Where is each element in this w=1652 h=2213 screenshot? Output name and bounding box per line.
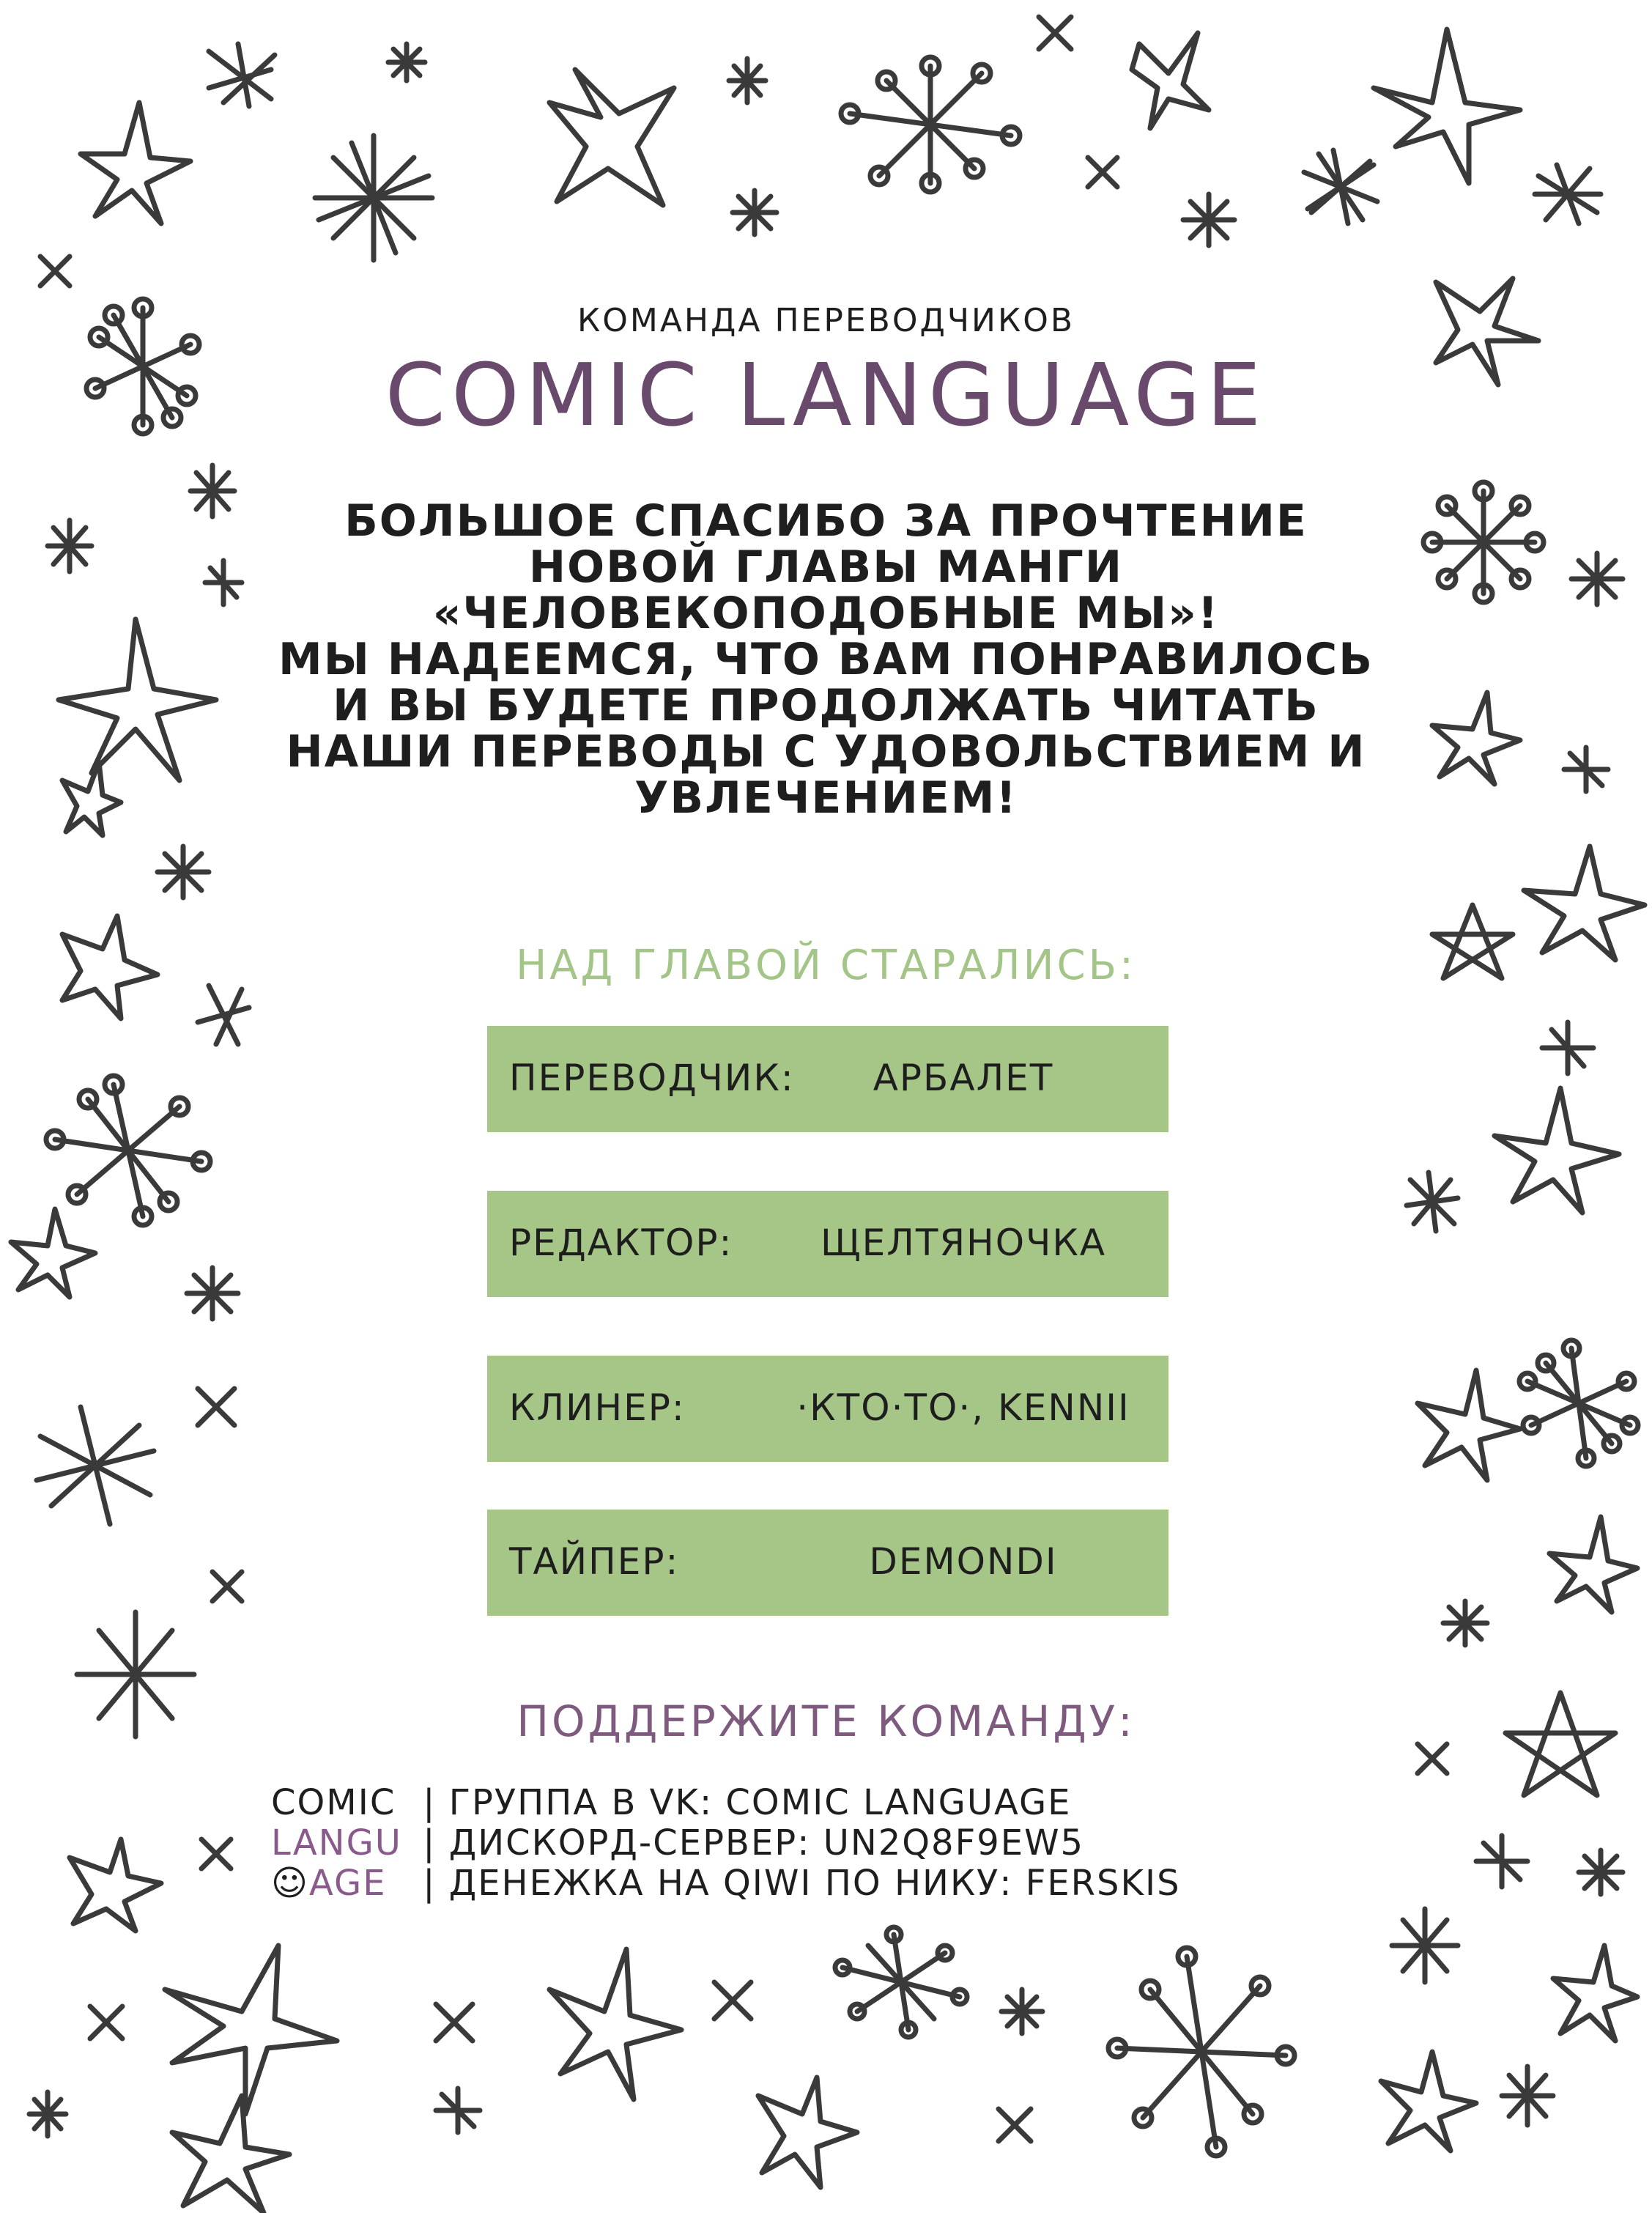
star-icon <box>172 2096 289 2213</box>
star-icon <box>436 2088 480 2132</box>
star-icon <box>1535 165 1601 223</box>
team-caption: КОМАНДА ПЕРЕВОДЧИКОВ <box>577 302 1075 339</box>
star-icon <box>549 1949 681 2099</box>
star-icon <box>1542 1022 1593 1074</box>
credit-role: ТАЙПЕР: <box>509 1540 680 1583</box>
cross-icon <box>436 2004 473 2041</box>
logo-line-with-cat <box>271 1863 410 1904</box>
star-icon <box>1579 1850 1623 1894</box>
star-icon <box>1553 1946 1637 2041</box>
star-icon <box>198 986 249 1044</box>
star-icon <box>1381 2052 1476 2151</box>
thanks-line: МЫ НАДЕЕМСЯ, ЧТО ВАМ ПОНРАВИЛОСЬ <box>278 634 1374 685</box>
cross-icon <box>999 2109 1031 2141</box>
star-icon <box>209 44 275 106</box>
credit-name: АРБАЛЕТ <box>873 1057 1054 1099</box>
cross-icon <box>90 2006 122 2039</box>
star-icon <box>1001 1990 1042 2033</box>
star-icon <box>1374 29 1520 183</box>
support-value[interactable]: UN2Q8F9EW5 <box>823 1822 1085 1863</box>
thanks-line: УВЛЕЧЕНИЕМ! <box>634 772 1018 824</box>
support-links <box>271 1783 1181 1904</box>
credits-title: НАД ГЛАВОЙ СТАРАЛИСЬ: <box>516 942 1136 989</box>
snowflake-icon <box>841 57 1020 192</box>
cross-icon <box>198 1389 234 1425</box>
star-icon <box>37 1407 154 1524</box>
star-icon <box>758 2077 857 2187</box>
star-icon <box>11 1209 95 1297</box>
credit-row-translator <box>487 1026 1168 1132</box>
logo-line: COMIC <box>271 1782 396 1823</box>
star-icon <box>733 191 777 234</box>
star-icon <box>1502 2066 1553 2125</box>
star-icon <box>187 1268 238 1319</box>
star-icon <box>1407 1172 1458 1231</box>
star-icon <box>70 1839 161 1931</box>
snowflake-icon <box>46 1076 210 1225</box>
star-icon <box>29 2092 66 2136</box>
thanks-line: «ЧЕЛОВЕКОПОДОБНЫЕ МЫ»! <box>432 588 1220 639</box>
separator: | <box>423 1782 449 1823</box>
credit-role: ПЕРЕВОДЧИК: <box>509 1057 795 1099</box>
credit-role: КЛИНЕР: <box>509 1386 686 1429</box>
star-icon <box>315 136 432 260</box>
star-icon <box>1392 1909 1458 1982</box>
snowflake-icon <box>1108 1948 1294 2156</box>
star-icon <box>165 1946 337 2114</box>
support-label: ДИСКОРД-СЕРВЕР: <box>448 1822 811 1863</box>
star-icon <box>1476 1836 1527 1887</box>
star-icon <box>81 103 190 223</box>
credit-row-editor <box>487 1191 1168 1297</box>
star-icon <box>1549 1517 1637 1612</box>
credit-row-cleaner <box>487 1356 1168 1462</box>
support-value[interactable]: COMIC LANGUAGE <box>725 1782 1072 1823</box>
support-row-vk <box>271 1783 1181 1823</box>
cross-icon <box>212 1572 242 1601</box>
support-label: ДЕНЕЖКА НА QIWI ПО НИКУ: <box>448 1863 1013 1904</box>
separator: | <box>423 1822 449 1863</box>
star-icon <box>549 70 674 205</box>
star-icon <box>1132 33 1209 128</box>
star-icon <box>1443 1601 1487 1645</box>
credit-name: DEMONDI <box>869 1540 1058 1583</box>
cat-face-icon: ☺ <box>271 1863 310 1904</box>
support-row-discord <box>271 1823 1181 1863</box>
support-value[interactable]: FERSKIS <box>1025 1863 1181 1904</box>
credit-row-typer <box>487 1510 1168 1616</box>
logo-line-text: AGE <box>309 1863 387 1904</box>
thanks-line: БОЛЬШОЕ СПАСИБО ЗА ПРОЧТЕНИЕ <box>344 495 1308 547</box>
star-icon <box>1183 194 1234 245</box>
star-icon <box>158 846 209 898</box>
cross-icon <box>1039 17 1071 49</box>
thanks-message <box>0 495 1652 824</box>
cross-icon <box>1088 158 1117 187</box>
star-icon <box>1494 1088 1619 1213</box>
separator: | <box>423 1863 449 1904</box>
logo-line: LANGU <box>271 1822 402 1863</box>
support-label: ГРУППА В VK: <box>448 1782 714 1823</box>
support-row-qiwi <box>271 1863 1181 1904</box>
credit-role: РЕДАКТОР: <box>509 1222 733 1264</box>
cross-icon <box>201 1839 231 1869</box>
star-icon <box>729 59 766 103</box>
star-icon <box>388 44 425 81</box>
snowflake-icon <box>1519 1340 1638 1466</box>
thanks-line: И ВЫ БУДЕТЕ ПРОДОЛЖАТЬ ЧИТАТЬ <box>333 680 1319 731</box>
credit-name: ЩЕЛТЯНОЧКА <box>820 1222 1107 1264</box>
thanks-line: НОВОЙ ГЛАВЫ МАНГИ <box>528 542 1124 593</box>
cross-icon <box>714 1982 751 2019</box>
thanks-line: НАШИ ПЕРЕВОДЫ С УДОВОЛЬСТВИЕМ И <box>286 726 1366 777</box>
cross-icon <box>1418 1744 1447 1773</box>
snowflake-icon <box>835 1927 967 2037</box>
cross-icon <box>40 256 70 286</box>
support-title: ПОДДЕРЖИТЕ КОМАНДУ: <box>516 1696 1136 1746</box>
credit-name: ·КТО·ТО·, KENNII <box>796 1386 1130 1429</box>
star-icon <box>1304 150 1377 223</box>
team-name: COMIC LANGUAGE <box>385 344 1267 446</box>
star-icon <box>1418 1370 1520 1480</box>
